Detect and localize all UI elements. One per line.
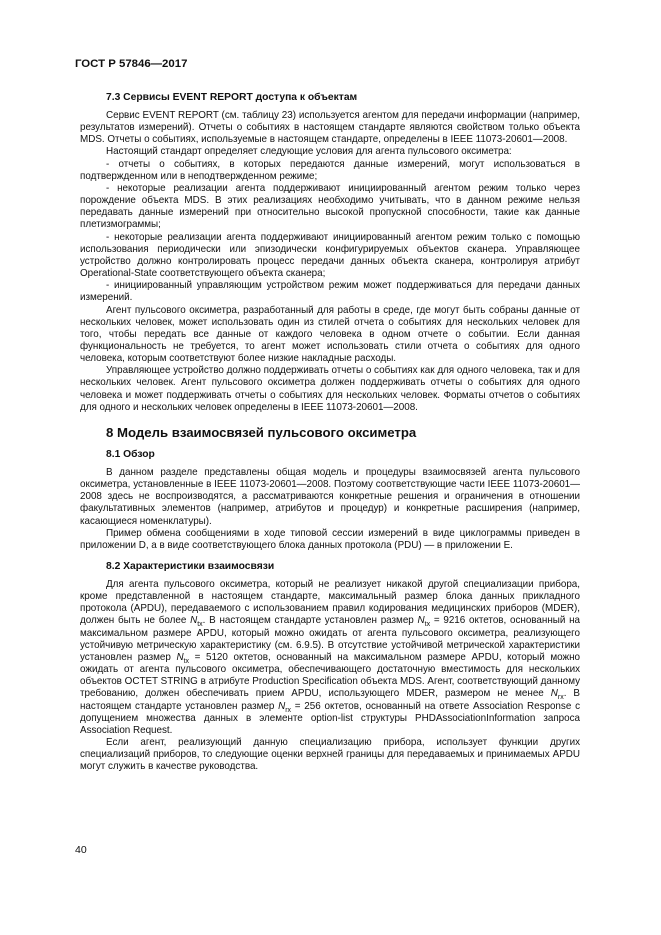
document-header: ГОСТ Р 57846—2017 xyxy=(75,58,188,70)
text-run: Для агента пульсового оксиметра, который не реализует никакой другой специализации прибора, кроме представленной в настоящем стандарте, максимальный размер блока данных прикладного протокола (APDU), передаваемого с использованием правил кодирования медицинских приборов (MDER), должен быть не более xyxy=(80,579,580,627)
subscript-tx: tx xyxy=(197,621,203,629)
list-item: - некоторые реализации агента поддерживают инициированный агентом режим только с помощью использования периодически или эпизодически конфигурируемых объектов сканера. Управляющее устройство должно контролировать процесс передачи данных объекта сканера, контролируя атрибут Operational-State соответствующего объекта сканера; xyxy=(80,231,580,280)
variable-n: N xyxy=(278,700,286,712)
section-8-title: 8 Модель взаимосвязей пульсового оксиметра xyxy=(106,424,417,440)
page-content xyxy=(80,92,580,774)
paragraph: Агент пульсового оксиметра, разработанный для работы в среде, где могут быть собраны данные от нескольких человек, может использовать один из стилей отчета о событиях для нескольких человек для того, чтобы передать все данные от каждого человека в одном отчете о событии. Если данная функциональность не требуется, то агент может использовать стили отчета о событиях для одного человека, которым соответствуют более низкие накладные расходы. xyxy=(80,304,580,365)
paragraph: Если агент, реализующий данную специализацию прибора, использует функции других специализаций приборов, то следующие оценки верхней границы для передаваемых и принимаемых APDU могут служить в качестве руководства. xyxy=(80,737,580,773)
text-run: = 9216 октетов, основанный на максимальном размере APDU, который можно ожидать от агента пульсового оксиметра, реализующего устойчивую метрическую характеристику (см. 6.9.5). В отсутствие устойчивой метрической характеристики установлен размер xyxy=(80,615,581,663)
paragraph: Управляющее устройство должно поддерживать отчеты о событиях как для одного человека, так и для нескольких человек. Агент пульсового оксиметра должен поддерживать отчеты о событиях для одного человека и может поддерживать отчеты о событиях для нескольких человек. Форматы отчетов о событиях для одного и нескольких человек определены в IEEE 11073-20601—2008. xyxy=(80,365,580,413)
subscript-tx: tx xyxy=(424,621,431,629)
paragraph: Настоящий стандарт определяет следующие условия для агента пульсового оксиметра: xyxy=(106,146,512,158)
paragraph: Пример обмена сообщениями в ходе типовой сессии измерений в виде циклограммы приведен в приложении D, а в виде соответствующего блока данных протокола (PDU) — в приложении E. xyxy=(80,527,580,551)
variable-n: N xyxy=(176,651,184,663)
section-8-1-title: 8.1 Обзор xyxy=(106,448,155,460)
list-item: - некоторые реализации агента поддерживают инициированный агентом режим только через порождение объекта MDS. В этих реализациях необходимо учитывать, что в данном режиме нельзя передавать данные измерений при относительно высокой пропускной способности, такие как данные плетизмограммы; xyxy=(80,182,580,231)
text-run: . В настоящем стандарте установлен размер xyxy=(80,688,580,712)
subscript-tx: tx xyxy=(183,657,189,665)
variable-n: N xyxy=(417,615,425,627)
paragraph: В данном разделе представлены общая модель и процедуры взаимосвязей агента пульсового оксиметра, установленные в IEEE 11073-20601—2008. Поэтому соответствующие части IEEE 11073-20601—2008 здесь не воспроизводятся, а рассматриваются конкретные решения и ограничения в отношении факультативных элементов (например, атрибутов и процедур) и конкретные расширения (например, касающиеся номенклатуры). xyxy=(80,466,580,527)
subscript-rx: rx xyxy=(557,694,564,702)
list-item: - отчеты о событиях, в которых передаются данные измерений, могут использоваться в подтвержденном или в неподтвержденном режиме; xyxy=(80,158,580,182)
section-8-2-title: 8.2 Характеристики взаимосвязи xyxy=(106,561,275,572)
text-run: = 5120 октетов, основанный на максимальном размере APDU, который можно ожидать от агента пульсового оксиметра, обеспечивающего достаточную вместимость для нескольких объектов OCTET STRING в атрибуте Production Specification объекта MDS. Агент, соответствующий данному требованию, должен обеспечивать прием APDU, использующего MDER, размером не менее xyxy=(80,651,580,700)
section-7-3-title: 7.3 Сервисы EVENT REPORT доступа к объектам xyxy=(106,92,358,103)
page-number: 40 xyxy=(75,844,87,856)
list-item: - инициированный управляющим устройством режим может поддерживаться для передачи данных измерений. xyxy=(80,280,580,304)
variable-n: N xyxy=(190,615,198,627)
variable-n: N xyxy=(550,688,558,700)
paragraph: Сервис EVENT REPORT (см. таблицу 23) используется агентом для передачи информации (например, результатов измерений). Отчеты о событиях в настоящем стандарте являются свойством только объекта MDS. Отчеты о событиях, используемые в настоящем стандарте, определены в IEEE 11073-20601—2008. xyxy=(80,110,580,146)
text-run: . В настоящем стандарте установлен размер xyxy=(202,615,418,627)
paragraph-apdu-sizes xyxy=(80,579,580,737)
text-run: = 256 октетов, основанный на ответе Association Response с допущением множества данных в элементе option-list структуры PHDAssociationInformation запроса Association Request. xyxy=(80,700,580,736)
subscript-rx: rx xyxy=(285,706,292,714)
